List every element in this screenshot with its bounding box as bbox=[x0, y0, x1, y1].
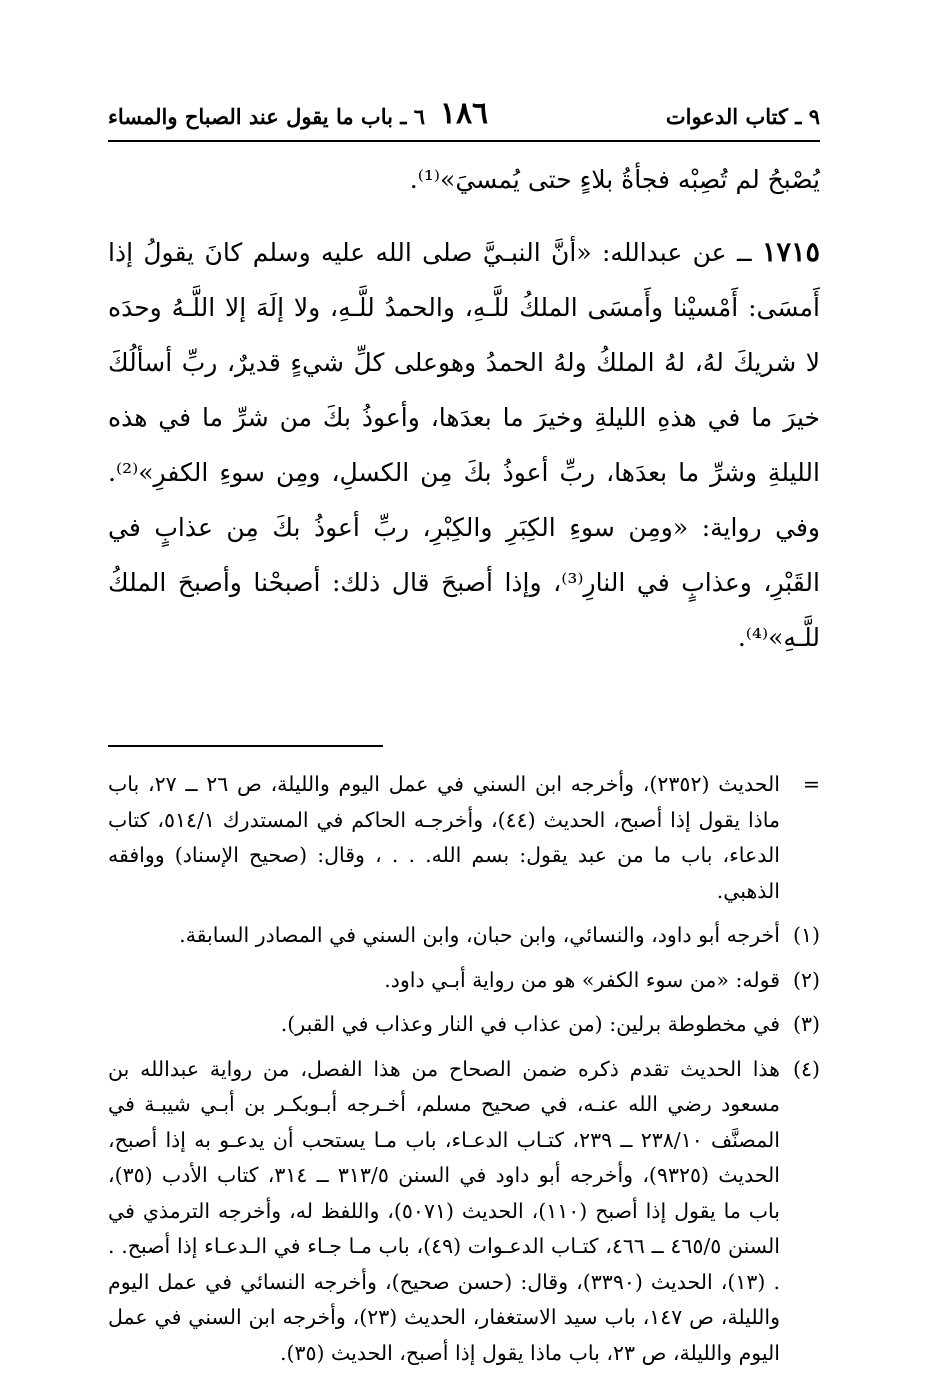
footnote-text: أخرجه أبو داود، والنسائي، وابن حبان، وابن السني في المصادر السابقة. bbox=[179, 923, 780, 947]
footnote-text: قوله: «من سوء الكفر» هو من رواية أبـي داود. bbox=[384, 967, 780, 992]
footnote-continuation bbox=[108, 767, 820, 909]
main-text bbox=[108, 152, 820, 665]
footnote-mark: (٢) bbox=[792, 967, 820, 992]
book-page bbox=[108, 96, 820, 1380]
footnote-mark: (٣) bbox=[792, 1012, 820, 1036]
hadith-number: ١٧١٥ bbox=[761, 237, 820, 268]
footnote-separator bbox=[108, 745, 383, 747]
footnote-mark: = bbox=[802, 772, 820, 796]
continuation-text: يُصْبحُ لم تُصِبْه فجأةُ بلاءٍ حتى يُمسيَ»⁽¹⁾. bbox=[409, 165, 820, 194]
footnote-1 bbox=[108, 918, 820, 954]
running-header bbox=[108, 96, 820, 142]
footnote-2 bbox=[108, 963, 820, 999]
footnote-mark: (١) bbox=[792, 923, 820, 947]
footnote-mark: (٤) bbox=[792, 1056, 820, 1081]
footnote-text: الحديث (٢٣٥٢)، وأخرجه ابن السني في عمل اليوم والليلة، ص ٢٦ ــ ٢٧، باب ماذا يقول إذا أصبح، الحديث (٤٤)، وأخرجـه الحاكم في المستدرك ٥١٤/١، كتاب الدعاء، باب ما من عبد يقول: بسم الله. . . ، وقال: (صحيح الإسناد) ووافقه الذهبي. bbox=[108, 772, 780, 903]
footnote-4 bbox=[108, 1052, 820, 1372]
footnotes bbox=[108, 767, 820, 1371]
hadith-text: ــ عن عبدالله: «أنَّ النبـيَّ صلى الله عليه وسلم كانَ يقولُ إذا أَمسَى: أَمْسيْنا وأَمسَى الملكُ للَّـهِ، والحمدُ للَّـهِ، ولا إلَهَ إلا اللَّـهُ وحدَه لا شريكَ لهُ، لهُ الملكُ ولهُ الحمدُ وهوعلى كلِّ شيءٍ قديرٌ، ربِّ أسألُكَ خيرَ ما في هذهِ الليلةِ وخيرَ ما بعدَها، وأعوذُ بكَ من شرِّ ما في هذه الليلةِ وشرِّ ما بعدَها، ربِّ أعوذُ بكَ مِن الكسلِ، ومِن سوءِ الكفرِ»⁽²⁾. وفي رواية: «ومِن سوءِ الكِبَرِ والكِبْرِ، ربِّ أعوذُ بكَ مِن عذابٍ في القَبْرِ، وعذابٍ في النارِ⁽³⁾، وإذا أصبحَ قال ذلك: أصبحْنا وأصبحَ الملكُ للَّـهِ»⁽⁴⁾. bbox=[108, 238, 820, 652]
footnote-3 bbox=[108, 1007, 820, 1043]
page-number: ١٨٦ bbox=[439, 96, 489, 131]
book-title: ٩ ـ كتاب الدعوات bbox=[665, 104, 820, 129]
chapter-title: ٦ ـ باب ما يقول عند الصباح والمساء bbox=[108, 104, 425, 129]
footnote-text: هذا الحديث تقدم ذكره ضمن الصحاح من هذا الفصل، من رواية عبدالله بن مسعود رضي الله عنـه، في صحيح مسلم، أخـرجه أبـوبكـر بن أبـي شيبـة في المصنَّف ٢٣٨/١٠ ــ ٢٣٩، كتـاب الدعـاء، باب مـا يستحب أن يدعـو به إذا أصبح، الحديث (٩٣٢٥)، وأخرجه أبو داود في السنن ٣١٣/٥ ــ ٣١٤، كتاب الأدب (٣٥)، باب ما يقول إذا أصبح (١١٠)، الحديث (٥٠٧١)، واللفظ له، وأخرجه الترمذي في السنن ٤٦٥/٥ ــ ٤٦٦، كتـاب الدعـوات (٤٩)، باب مـا جـاء في الـدعـاء إذا أصبح. . . (١٣)، الحديث (٣٣٩٠)، وقال: (حسن صحيح)، وأخرجه النسائي في عمل اليوم والليلة، ص ١٤٧، باب سيد الاستغفار، الحديث (٢٣)، وأخرجه ابن السني في عمل اليوم والليلة، ص ٢٣، باب ماذا يقول إذا أصبح، الحديث (٣٥). bbox=[108, 1056, 781, 1365]
hadith-paragraph bbox=[108, 225, 820, 665]
footnote-text: في مخطوطة برلين: (من عذاب في النار وعذاب في القبر). bbox=[280, 1012, 780, 1036]
